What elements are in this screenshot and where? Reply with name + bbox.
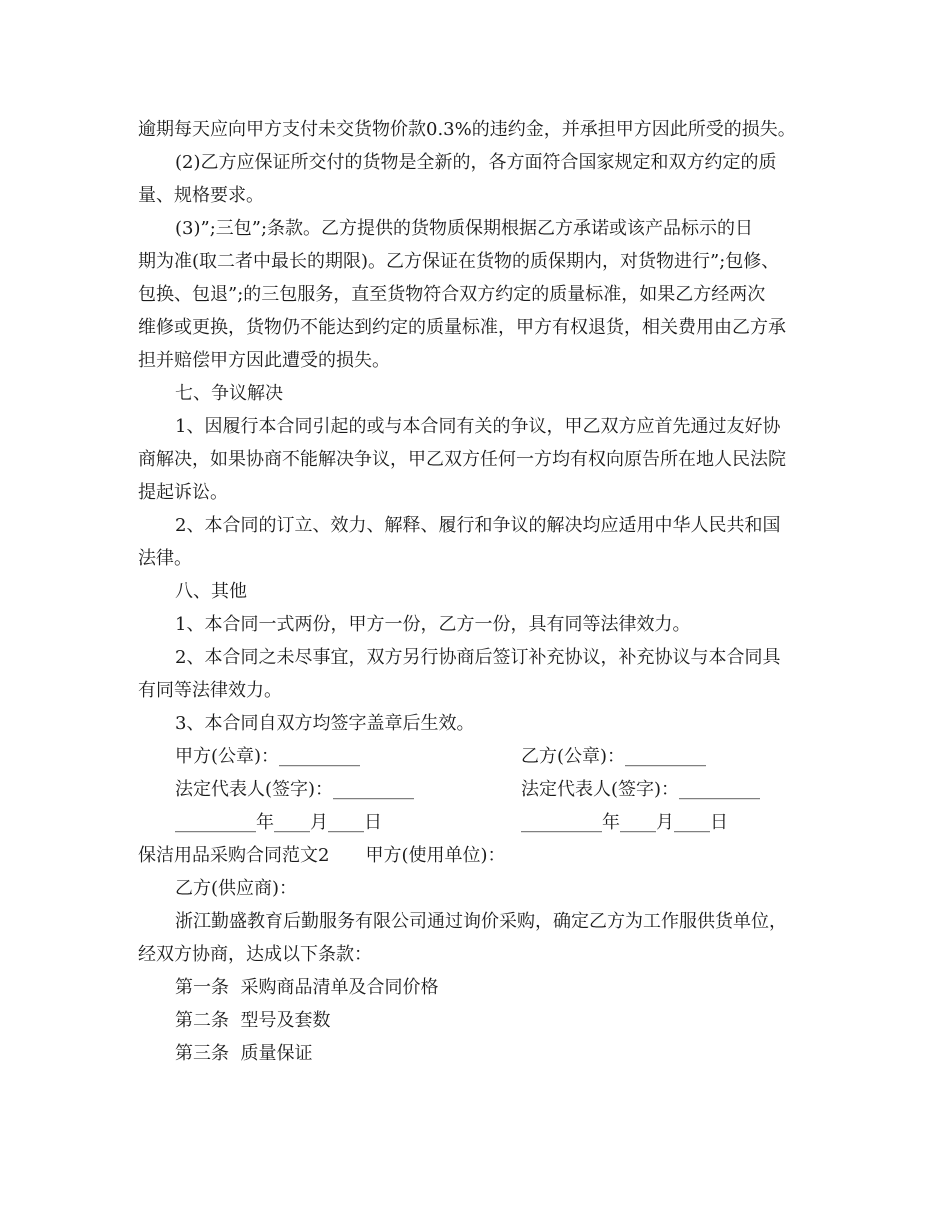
- paragraph-line: 提起诉讼。: [138, 482, 228, 503]
- article-heading: 第二条 型号及套数: [175, 1010, 331, 1031]
- paragraph-line: 2、本合同的订立、效力、解释、履行和争议的解决均应适用中华人民共和国: [175, 515, 781, 536]
- party-b-seal-line: 乙方(公章)：_________: [521, 746, 707, 767]
- paragraph-line: 1、本合同一式两份，甲方一份，乙方一份，具有同等法律效力。: [175, 614, 691, 635]
- paragraph-line: 2、本合同之未尽事宜，双方另行协商后签订补充协议，补充协议与本合同具: [175, 647, 781, 668]
- paragraph-line: 量、规格要求。: [138, 185, 264, 206]
- paragraph-line: 乙方(供应商)：: [175, 878, 298, 899]
- party-a-rep-line: 法定代表人(签字)：_________: [175, 779, 415, 800]
- article-heading: 第三条 质量保证: [175, 1043, 313, 1064]
- paragraph-line: 法律。: [138, 548, 192, 569]
- paragraph-line: (2)乙方应保证所交付的货物是全新的，各方面符合国家规定和双方约定的质: [175, 152, 777, 173]
- paragraph-line: 期为准(取二者中最长的期限)。乙方保证在货物的质保期内，对货物进行”;包修、: [138, 251, 780, 272]
- article-heading: 第一条 采购商品清单及合同价格: [175, 977, 439, 998]
- paragraph-line: 包换、包退”;的三包服务，直至货物符合双方约定的质量标准，如果乙方经两次: [138, 284, 766, 305]
- paragraph-line: 逾期每天应向甲方支付未交货物价款0.3%的违约金，并承担甲方因此所受的损失。: [138, 119, 796, 140]
- party-a-seal-line: 甲方(公章)：_________: [175, 746, 361, 767]
- section-heading: 八、其他: [175, 581, 247, 602]
- party-a-date-line: _________年____月____日: [175, 812, 382, 833]
- section-heading: 七、争议解决: [175, 383, 283, 404]
- paragraph-line: 有同等法律效力。: [138, 680, 282, 701]
- party-b-rep-line: 法定代表人(签字)：_________: [521, 779, 761, 800]
- party-b-date-line: _________年____月____日: [521, 812, 728, 833]
- paragraph-line: 维修或更换，货物仍不能达到约定的质量标准，甲方有权退货，相关费用由乙方承: [138, 317, 786, 338]
- paragraph-line: 商解决，如果协商不能解决争议，甲乙双方任何一方均有权向原告所在地人民法院: [138, 449, 786, 470]
- contract-title-line: 保洁用品采购合同范文2 甲方(使用单位)：: [138, 845, 506, 866]
- paragraph-line: 3、本合同自双方均签字盖章后生效。: [175, 713, 475, 734]
- paragraph-line: 担并赔偿甲方因此遭受的损失。: [138, 350, 390, 371]
- paragraph-line: 浙江勤盛教育后勤服务有限公司通过询价采购，确定乙方为工作服供货单位，: [175, 911, 787, 932]
- paragraph-line: (3)”;三包”;条款。乙方提供的货物质保期根据乙方承诺或该产品标示的日: [175, 218, 754, 239]
- paragraph-line: 1、因履行本合同引起的或与本合同有关的争议，甲乙双方应首先通过友好协: [175, 416, 781, 437]
- paragraph-line: 经双方协商，达成以下条款：: [138, 944, 372, 965]
